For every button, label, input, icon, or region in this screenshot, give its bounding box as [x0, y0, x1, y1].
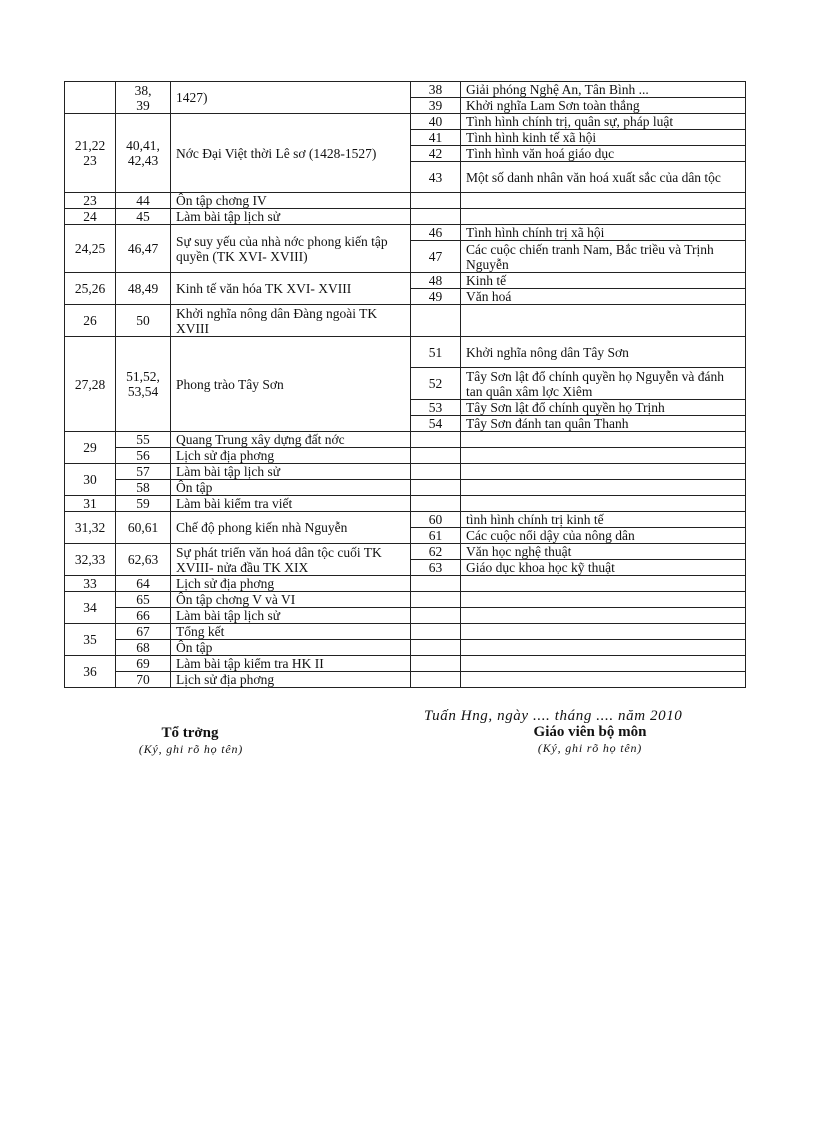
topic-cell: Làm bài tập kiểm tra HK II — [171, 656, 411, 672]
topic-cell: Làm bài tập lịch sử — [171, 209, 411, 225]
lesson-number: 49 — [411, 289, 461, 305]
lesson-number: 48 — [411, 273, 461, 289]
lesson-title — [461, 193, 746, 209]
lesson-number — [411, 432, 461, 448]
topic-cell: Làm bài tập lịch sử — [171, 464, 411, 480]
lesson-title: Tình hình văn hoá giáo dục — [461, 146, 746, 162]
lesson-number: 47 — [411, 241, 461, 273]
topic-cell: Ôn tập — [171, 640, 411, 656]
lesson-title — [461, 608, 746, 624]
topic-cell: Làm bài kiểm tra viết — [171, 496, 411, 512]
topic-cell: Lịch sử địa phơng — [171, 672, 411, 688]
week-cell: 36 — [65, 656, 116, 688]
topic-cell: Tổng kết — [171, 624, 411, 640]
left-signer-role: Tổ trởng — [161, 725, 219, 741]
period-cell: 58 — [116, 480, 171, 496]
lesson-title: Giải phóng Nghệ An, Tân Bình ... — [461, 82, 746, 98]
lesson-title: Một số danh nhân văn hoá xuất sắc của dân tộc — [461, 162, 746, 193]
period-cell: 62,63 — [116, 544, 171, 576]
lesson-number — [411, 624, 461, 640]
week-cell: 25,26 — [65, 273, 116, 305]
topic-cell: Khởi nghĩa nông dân Đàng ngoài TK XVIII — [171, 305, 411, 337]
lesson-title: Khởi nghĩa nông dân Tây Sơn — [461, 337, 746, 368]
lesson-number: 52 — [411, 368, 461, 400]
period-cell: 69 — [116, 656, 171, 672]
week-cell: 30 — [65, 464, 116, 496]
period-cell: 70 — [116, 672, 171, 688]
week-cell: 21,22 23 — [65, 114, 116, 193]
lesson-number: 62 — [411, 544, 461, 560]
week-cell: 31,32 — [65, 512, 116, 544]
lesson-title: tình hình chính trị kinh tế — [461, 512, 746, 528]
period-cell: 67 — [116, 624, 171, 640]
left-signer-note: (Ký, ghi rõ họ tên) — [138, 742, 244, 756]
lesson-number: 43 — [411, 162, 461, 193]
table-row — [65, 592, 746, 608]
period-cell: 65 — [116, 592, 171, 608]
period-cell: 48,49 — [116, 273, 171, 305]
table-row — [65, 544, 746, 560]
lesson-title — [461, 592, 746, 608]
table-row — [65, 305, 746, 337]
topic-cell: Quang Trung xây dựng đất nớc — [171, 432, 411, 448]
table-row — [65, 193, 746, 209]
lesson-title: Văn hoá — [461, 289, 746, 305]
period-cell: 55 — [116, 432, 171, 448]
lesson-title: Tây Sơn lật đổ chính quyền họ Trịnh — [461, 400, 746, 416]
lesson-title: Tình hình kinh tế xã hội — [461, 130, 746, 146]
week-cell: 31 — [65, 496, 116, 512]
week-cell: 24,25 — [65, 225, 116, 273]
table-row — [65, 496, 746, 512]
lesson-title: Tình hình chính trị xã hội — [461, 225, 746, 241]
right-signer-role: Giáo viên bộ môn — [533, 724, 647, 740]
topic-cell: Lịch sử địa phơng — [171, 448, 411, 464]
table-row — [65, 480, 746, 496]
lesson-number — [411, 448, 461, 464]
lesson-number — [411, 305, 461, 337]
lesson-title — [461, 432, 746, 448]
lesson-title: Văn học nghệ thuật — [461, 544, 746, 560]
lesson-number — [411, 592, 461, 608]
lesson-title: Các cuộc nổi dậy của nông dân — [461, 528, 746, 544]
lesson-title — [461, 656, 746, 672]
table-row — [65, 82, 746, 98]
lesson-title: Tây Sơn đánh tan quân Thanh — [461, 416, 746, 432]
lesson-number — [411, 640, 461, 656]
lesson-number: 51 — [411, 337, 461, 368]
lesson-number: 40 — [411, 114, 461, 130]
table-row — [65, 640, 746, 656]
lesson-title — [461, 624, 746, 640]
lesson-number — [411, 464, 461, 480]
period-cell: 50 — [116, 305, 171, 337]
table-row — [65, 337, 746, 368]
lesson-title — [461, 448, 746, 464]
lesson-title: Kinh tế — [461, 273, 746, 289]
table-row — [65, 432, 746, 448]
topic-cell: Lịch sử địa phơng — [171, 576, 411, 592]
period-cell: 57 — [116, 464, 171, 480]
lesson-title — [461, 672, 746, 688]
lesson-title — [461, 464, 746, 480]
period-cell: 64 — [116, 576, 171, 592]
topic-cell: Kinh tế văn hóa TK XVI- XVIII — [171, 273, 411, 305]
table-row — [65, 273, 746, 289]
lesson-number: 41 — [411, 130, 461, 146]
lesson-title — [461, 305, 746, 337]
week-cell: 33 — [65, 576, 116, 592]
period-cell: 66 — [116, 608, 171, 624]
period-cell: 51,52, 53,54 — [116, 337, 171, 432]
period-cell: 38, 39 — [116, 82, 171, 114]
table-row — [65, 225, 746, 241]
week-cell: 35 — [65, 624, 116, 656]
week-cell: 32,33 — [65, 544, 116, 576]
lesson-title: Tình hình chính trị, quân sự, pháp luật — [461, 114, 746, 130]
week-cell: 34 — [65, 592, 116, 624]
period-cell: 44 — [116, 193, 171, 209]
topic-cell: Sự phát triển văn hoá dân tộc cuối TK XVIII- nửa đầu TK XIX — [171, 544, 411, 576]
week-cell: 27,28 — [65, 337, 116, 432]
week-cell: 26 — [65, 305, 116, 337]
lesson-title: Giáo dục khoa học kỹ thuật — [461, 560, 746, 576]
lesson-number: 63 — [411, 560, 461, 576]
date-line: Tuấn Hng, ngày .... tháng .... năm 2010 — [424, 708, 683, 724]
table-row — [65, 624, 746, 640]
lesson-number: 61 — [411, 528, 461, 544]
lesson-plan-table — [64, 81, 746, 688]
lesson-number — [411, 193, 461, 209]
table-row — [65, 576, 746, 592]
lesson-title — [461, 209, 746, 225]
lesson-title — [461, 576, 746, 592]
lesson-title: Tây Sơn lật đổ chính quyền họ Nguyễn và đánh tan quân xâm lợc Xiêm — [461, 368, 746, 400]
topic-cell: Phong trào Tây Sơn — [171, 337, 411, 432]
period-cell: 68 — [116, 640, 171, 656]
lesson-title: Khởi nghĩa Lam Sơn toàn thắng — [461, 98, 746, 114]
table-row — [65, 608, 746, 624]
lesson-title — [461, 480, 746, 496]
lesson-number — [411, 608, 461, 624]
lesson-number: 46 — [411, 225, 461, 241]
lesson-title: Các cuộc chiến tranh Nam, Bắc triều và Trịnh Nguyễn — [461, 241, 746, 273]
table-row — [65, 672, 746, 688]
right-signer-note: (Ký, ghi rõ họ tên) — [537, 741, 643, 755]
topic-cell: Nớc Đại Việt thời Lê sơ (1428-1527) — [171, 114, 411, 193]
topic-cell: Ôn tập — [171, 480, 411, 496]
lesson-number: 53 — [411, 400, 461, 416]
lesson-title — [461, 496, 746, 512]
topic-cell: Chế độ phong kiến nhà Nguyễn — [171, 512, 411, 544]
topic-cell: 1427) — [171, 82, 411, 114]
period-cell: 56 — [116, 448, 171, 464]
lesson-number: 39 — [411, 98, 461, 114]
table-row — [65, 656, 746, 672]
period-cell: 40,41, 42,43 — [116, 114, 171, 193]
period-cell: 46,47 — [116, 225, 171, 273]
lesson-number: 54 — [411, 416, 461, 432]
lesson-number — [411, 672, 461, 688]
period-cell: 59 — [116, 496, 171, 512]
lesson-number — [411, 209, 461, 225]
lesson-number: 60 — [411, 512, 461, 528]
period-cell: 45 — [116, 209, 171, 225]
topic-cell: Ôn tập chơng IV — [171, 193, 411, 209]
lesson-number — [411, 496, 461, 512]
topic-cell: Ôn tập chơng V và VI — [171, 592, 411, 608]
lesson-number — [411, 656, 461, 672]
topic-cell: Sự suy yếu của nhà nớc phong kiến tập quyền (TK XVI- XVIII) — [171, 225, 411, 273]
week-cell: 24 — [65, 209, 116, 225]
lesson-number — [411, 576, 461, 592]
table-row — [65, 114, 746, 130]
lesson-number — [411, 480, 461, 496]
lesson-number: 38 — [411, 82, 461, 98]
table-row — [65, 464, 746, 480]
lesson-number: 42 — [411, 146, 461, 162]
topic-cell: Làm bài tập lịch sử — [171, 608, 411, 624]
period-cell: 60,61 — [116, 512, 171, 544]
week-cell: 29 — [65, 432, 116, 464]
week-cell — [65, 82, 116, 114]
lesson-title — [461, 640, 746, 656]
table-row — [65, 512, 746, 528]
table-row — [65, 448, 746, 464]
table-row — [65, 209, 746, 225]
week-cell: 23 — [65, 193, 116, 209]
